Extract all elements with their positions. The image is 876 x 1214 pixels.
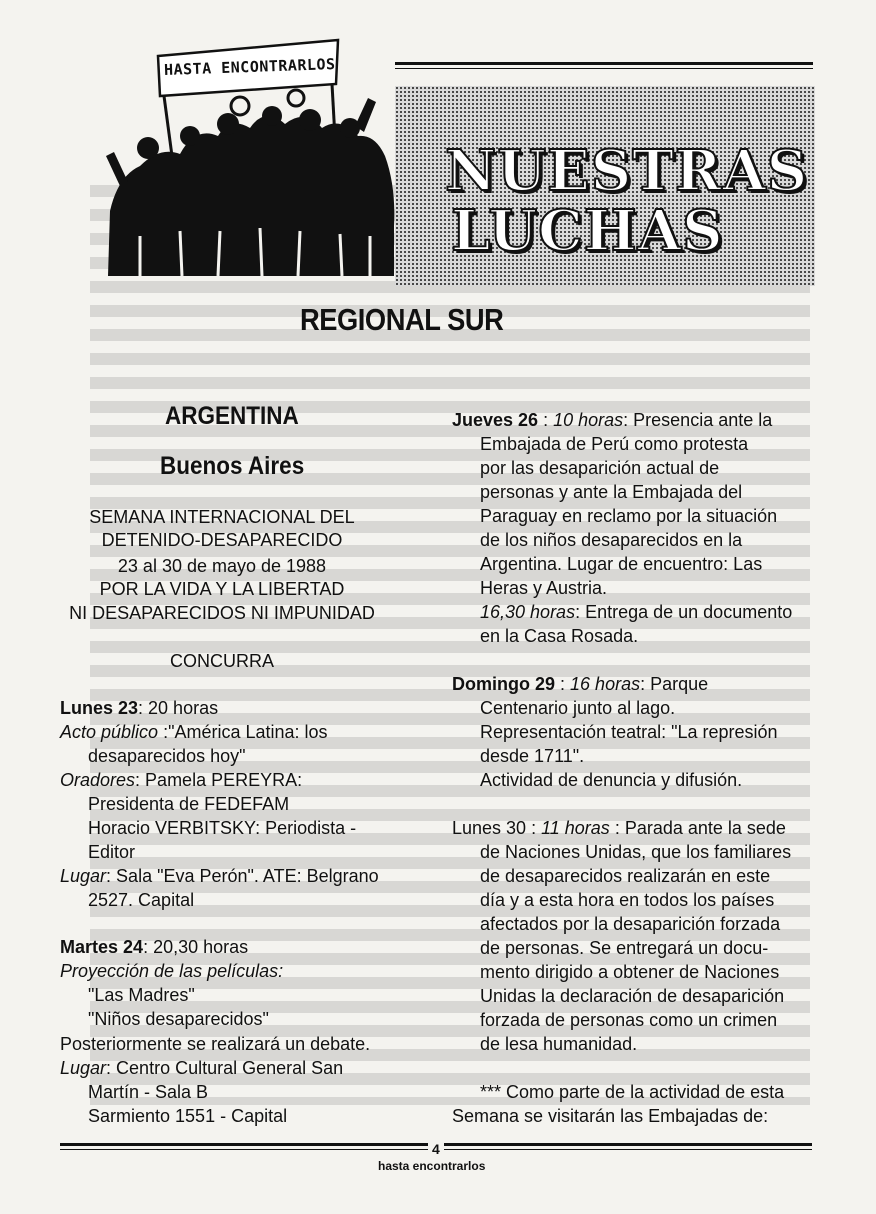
country-heading: ARGENTINA: [165, 402, 299, 430]
orador-detail: Horacio VERBITSKY: Periodista -: [88, 818, 357, 838]
orador-detail: Presidenta de FEDEFAM: [88, 794, 290, 814]
title-box: [395, 86, 815, 286]
film-title: "Niños desaparecidos": [88, 1009, 269, 1029]
lugar-label: Lugar: [60, 1058, 107, 1078]
film-title: "Las Madres": [88, 985, 195, 1005]
activity-line: Heras y Austria.: [480, 578, 608, 598]
activity-line: mento dirigido a obtener de Naciones: [480, 962, 780, 982]
day-label: Lunes 23: [60, 698, 139, 718]
page-number: 4: [428, 1138, 444, 1161]
oradores-line: [60, 769, 302, 792]
day-label: Domingo 29: [452, 674, 556, 694]
activity-line: forzada de personas como un crimen: [480, 1010, 778, 1030]
lugar-detail: Sarmiento 1551 - Capital: [88, 1106, 288, 1126]
lugar-line: [60, 865, 379, 888]
top-rule: [395, 62, 813, 65]
lugar-text-cont: 2527. Capital: [88, 890, 195, 910]
time-label: 16,30 horas: [480, 602, 576, 622]
event-line: NI DESAPARECIDOS NI IMPUNIDAD: [69, 603, 375, 623]
acto-line: [60, 721, 328, 744]
activity-line: Representación teatral: "La represión: [480, 722, 778, 742]
day-label: Jueves 26: [452, 410, 539, 430]
activity-line: por las desaparición actual de: [480, 458, 720, 478]
event-call: CONCURRA: [169, 651, 274, 671]
activity-line: en la Casa Rosada.: [480, 626, 639, 646]
activity-line: desde 1711".: [480, 746, 585, 766]
day-label: Martes 24: [60, 937, 144, 957]
activity-line: de los niños desaparecidos en la: [480, 530, 743, 550]
time-label: : 20,30 horas: [143, 937, 249, 957]
activity-line: personas y ante la Embajada del: [480, 482, 743, 502]
section-heading: REGIONAL SUR: [300, 302, 504, 337]
activity-line: Centenario junto al lago.: [480, 698, 676, 718]
event-line: SEMANA INTERNACIONAL DEL: [89, 507, 355, 527]
activity-line: Unidas la declaración de desaparición: [480, 986, 785, 1006]
masthead-illustration: [100, 36, 400, 286]
event-dates: 23 al 30 de mayo de 1988: [117, 556, 327, 576]
activity-line: día y a esta hora en todos los países: [480, 890, 775, 910]
closing-line: Semana se visitarán las Embajadas de:: [452, 1106, 769, 1126]
orador-detail: Editor: [88, 842, 136, 862]
oradores-label: Oradores: [60, 770, 136, 790]
separator: :: [538, 410, 554, 430]
jueves-second-activity: [480, 601, 792, 624]
activity-line: Paraguay en reclamo por la situación: [480, 506, 778, 526]
closing-line: *** Como parte de la actividad de esta: [480, 1082, 785, 1102]
activity-line: de Naciones Unidas, que los familiares: [480, 842, 792, 862]
activity-line: Argentina. Lugar de encuentro: Las: [480, 554, 763, 574]
jueves-26-heading: [452, 409, 772, 432]
activity-text: : Parada ante la sede: [609, 818, 786, 838]
banner-text: HASTA ENCONTRARLOS: [163, 55, 336, 79]
activity-line: de personas. Se entregará un docu-: [480, 938, 769, 958]
day-label: Lunes 30: [452, 818, 527, 838]
acto-label: Acto público: [60, 722, 159, 742]
publication-name: hasta encontrarlos: [378, 1159, 486, 1173]
lunes-23-heading: [60, 697, 218, 720]
activity-line: de desaparecidos realizarán en este: [480, 866, 771, 886]
city-heading: Buenos Aires: [160, 452, 305, 480]
event-line: DETENIDO-DESAPARECIDO: [101, 530, 343, 550]
title-line-2: LUCHAS: [451, 198, 724, 264]
lugar-text: : Centro Cultural General San: [106, 1058, 344, 1078]
top-rule-thin: [395, 68, 813, 69]
proyeccion-line: Proyección de las películas:: [60, 961, 284, 981]
activity-line: Embajada de Perú como protesta: [480, 434, 749, 454]
activity-text: : Parque: [640, 674, 709, 694]
acto-text-cont: desaparecidos hoy": [88, 746, 246, 766]
domingo-29-heading: [452, 673, 708, 696]
time-label: 11 horas: [541, 818, 610, 838]
activity-line: afectados por la desaparición forzada: [480, 914, 781, 934]
activity-text: : Presencia ante la: [623, 410, 773, 430]
time-label: : 20 horas: [138, 698, 219, 718]
martes-24-heading: [60, 936, 248, 959]
event-line: POR LA VIDA Y LA LIBERTAD: [99, 579, 345, 599]
oradores-text: : Pamela PEREYRA:: [135, 770, 303, 790]
title-line-1: NUESTRAS: [445, 138, 809, 204]
acto-text: :"América Latina: los: [158, 722, 328, 742]
separator: :: [526, 818, 542, 838]
lugar-detail: Martín - Sala B: [88, 1082, 209, 1102]
time-label: 10 horas: [553, 410, 624, 430]
lunes-30-heading: [452, 817, 786, 840]
separator: :: [555, 674, 571, 694]
debate-line: Posteriormente se realizará un debate.: [60, 1034, 371, 1054]
activity-line: Actividad de denuncia y difusión.: [480, 770, 743, 790]
time-label: 16 horas: [570, 674, 641, 694]
activity-line: de lesa humanidad.: [480, 1034, 638, 1054]
lugar-label: Lugar: [60, 866, 107, 886]
lugar-text: : Sala "Eva Perón". ATE: Belgrano: [106, 866, 379, 886]
lugar-line: [60, 1057, 343, 1080]
activity-text: : Entrega de un documento: [575, 602, 793, 622]
